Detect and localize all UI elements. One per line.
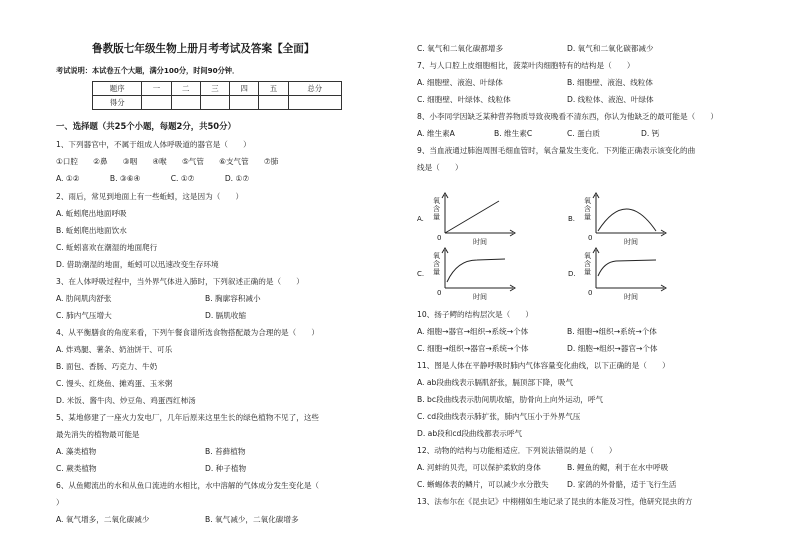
graph-option-label: D. <box>568 270 576 278</box>
score-header-cell: 二 <box>171 82 200 96</box>
graph-origin: 0 <box>588 289 593 297</box>
oxygen-graph-d <box>568 246 678 310</box>
score-header-cell: 题序 <box>93 82 142 96</box>
question-line: 13、法布尔在《昆虫记》中栩栩如生地记录了昆虫的本能及习性，他研究昆虫的方 <box>417 497 693 506</box>
graph-x-label: 时间 <box>473 293 487 301</box>
question-line: 4、从平衡膳食的角度来看，下列午餐食谱所选食物搭配最为合理的是（ ） <box>56 328 320 337</box>
score-cell[interactable] <box>171 96 200 110</box>
option-line: D. 线粒体、液泡、叶绿体 <box>567 95 654 104</box>
option-line: D. 种子植物 <box>205 464 247 473</box>
graph-x-label: 时间 <box>624 238 638 246</box>
score-row-label: 得分 <box>93 96 142 110</box>
question-line: ①口腔 ②鼻 ③咽 ④喉 ⑤气管 ⑥支气管 ⑦肺 <box>56 157 279 166</box>
question-line: 5、某地修建了一座火力发电厂，几年后原来这里生长的绿色植物不见了，这些 <box>56 413 320 422</box>
option-line: B. 苔藓植物 <box>205 447 246 456</box>
exam-notice: 考试说明：本试卷五个大题，满分100分，时间90分钟． <box>56 66 240 75</box>
option-line: D. 借助潮湿的地面，蚯蚓可以迅速改变生存环境 <box>56 260 219 269</box>
option-line: B. 蚯蚓爬出地面饮水 <box>56 226 127 235</box>
score-cell[interactable] <box>142 96 171 110</box>
page-title: 鲁教版七年级生物上册月考考试及答案【全面】 <box>92 43 315 55</box>
oxygen-graph-c <box>417 246 527 310</box>
option-line: B. 细胞壁、液泡、线粒体 <box>567 78 653 87</box>
option-line: B. 细胞→组织→系统→个体 <box>567 327 657 336</box>
score-header-cell: 五 <box>259 82 288 96</box>
option-line: C. 细胞→组织→器官→系统→个体 <box>417 344 529 353</box>
graph-x-label: 时间 <box>624 293 638 301</box>
question-line: 线是（ ） <box>417 163 463 172</box>
option-line: B. 面包、香肠、巧克力、牛奶 <box>56 362 158 371</box>
graph-origin: 0 <box>437 289 442 297</box>
option-line: D. 氧气和二氧化碳都减少 <box>567 44 654 53</box>
option-line: B. 氧气减少，二氧化碳增多 <box>205 515 299 524</box>
question-line: 7、与人口腔上皮细胞相比，菠菜叶肉细胞特有的结构是（ ） <box>417 61 635 70</box>
score-table-row <box>93 96 342 110</box>
score-cell[interactable] <box>259 96 288 110</box>
option-line: C. 蜥蜴体表的鳞片，可以减少水分散失 <box>417 480 549 489</box>
option-line: A. 藻类植物 <box>56 447 97 456</box>
graph-origin: 0 <box>588 234 593 242</box>
option-line: A. 氧气增多，二氧化碳减少 <box>56 515 150 524</box>
question-line: 2、雨后，常见到地面上有一些蚯蚓，这是因为（ ） <box>56 192 244 201</box>
graph-origin: 0 <box>437 234 442 242</box>
question-line: 最先消失的植物最可能是 <box>56 430 140 439</box>
score-header-cell: 三 <box>200 82 229 96</box>
question-line: 1、下列器官中，不属于组成人体呼吸道的器官是（ ） <box>56 140 251 149</box>
option-line: C. 蕨类植物 <box>56 464 97 473</box>
graph-curve-saturating <box>417 246 527 310</box>
option-line: C. 蚯蚓喜欢在潮湿的地面爬行 <box>56 243 158 252</box>
score-cell[interactable] <box>200 96 229 110</box>
question-line: 9、当血液通过肺泡周围毛细血管时，氧含量发生变化．下列能正确表示该变化的曲 <box>417 146 696 155</box>
option-line: B. 鲤鱼的鳃，利于在水中呼吸 <box>567 463 669 472</box>
question-line: 11、图是人体在平静呼吸时肺内气体容量变化曲线，以下正确的是（ ） <box>417 361 670 370</box>
option-line: D. ab段和cd段曲线都表示呼气 <box>417 429 523 438</box>
graph-y-label: 氧含量 <box>584 252 591 276</box>
option-line: C. 馒头、红烧鱼、摊鸡蛋、玉米粥 <box>56 379 173 388</box>
graph-option-label: B. <box>568 215 576 223</box>
question-line: 8、小李同学因缺乏某种营养物质导致夜晚看不清东西，你认为他缺乏的最可能是（ ） <box>417 112 718 121</box>
option-line: B. 维生素C <box>494 129 533 138</box>
score-table-header-row <box>93 82 342 96</box>
graph-option-label: C. <box>417 270 425 278</box>
question-line: 3、在人体呼吸过程中，当外界气体进入肺时，下列叙述正确的是（ ） <box>56 277 304 286</box>
score-header-cell: 一 <box>142 82 171 96</box>
graph-curve-sigmoid <box>568 246 678 310</box>
score-table <box>92 81 342 110</box>
question-line: ） <box>56 498 64 507</box>
option-line: C. 氧气和二氧化碳都增多 <box>417 44 504 53</box>
graph-y-label: 氧含量 <box>433 252 440 276</box>
score-header-cell: 四 <box>230 82 259 96</box>
score-cell[interactable] <box>288 96 341 110</box>
graph-y-label: 氧含量 <box>433 197 440 221</box>
option-line: D. 家鸽的外骨骼，适于飞行生活 <box>567 480 677 489</box>
option-line: A. 蚯蚓爬出地面呼吸 <box>56 209 127 218</box>
option-line: D. 细胞→组织→器官→个体 <box>567 344 658 353</box>
question-line: 10、扬子鳄的结构层次是（ ） <box>417 310 533 319</box>
option-line: A. 细胞壁、液泡、叶绿体 <box>417 78 503 87</box>
score-header-cell: 总分 <box>288 82 341 96</box>
option-line: B. bc段曲线表示肋间肌收缩，肋骨向上向外运动，呼气 <box>417 395 604 404</box>
score-cell[interactable] <box>230 96 259 110</box>
section-heading: 一、选择题（共25个小题，每题2分，共50分） <box>56 121 236 131</box>
option-line: A. ①② B. ③⑥④ C. ①⑦ D. ①⑦ <box>56 174 250 183</box>
option-line: A. 河蚌的贝壳，可以保护柔软的身体 <box>417 463 541 472</box>
graph-option-label: A. <box>417 215 424 223</box>
graph-x-label: 时间 <box>473 238 487 246</box>
option-line: A. 肋间肌肉舒张 <box>56 294 112 303</box>
option-line: C. cd段曲线表示肺扩张，肺内气压小于外界气压 <box>417 412 581 421</box>
option-line: A. 维生素A <box>417 129 455 138</box>
question-line: 6、从鱼鳃流出的水和从鱼口流进的水相比，水中溶解的气体成分发生变化是（ <box>56 481 320 490</box>
option-line: A. 炸鸡腿、薯条、奶油饼干、可乐 <box>56 345 173 354</box>
option-line: D. 米饭、酱牛肉、炒豆角、鸡蛋西红柿汤 <box>56 396 196 405</box>
graph-y-label: 氧含量 <box>584 197 591 221</box>
option-line: A. ab段曲线表示膈肌舒张，膈顶部下降，吸气 <box>417 378 574 387</box>
option-line: C. 细胞壁、叶绿体、线粒体 <box>417 95 511 104</box>
option-line: D. 膈肌收缩 <box>205 311 247 320</box>
option-line: C. 蛋白质 <box>567 129 600 138</box>
question-line: 12、动物的结构与功能相适应．下列说法错误的是（ ） <box>417 446 617 455</box>
option-line: D. 钙 <box>641 129 660 138</box>
option-line: B. 胸廓容积减小 <box>205 294 261 303</box>
option-line: C. 肺内气压增大 <box>56 311 112 320</box>
option-line: A. 细胞→器官→组织→系统→个体 <box>417 327 529 336</box>
